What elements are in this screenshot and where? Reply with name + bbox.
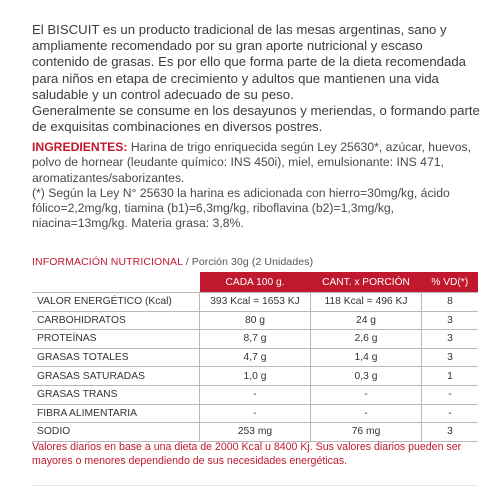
description-paragraph-2: Generalmente se consume en los desayunos y meriendas, o formando parte de exquisitas combinaciones en diversos postres. <box>32 103 480 135</box>
nutrient-name: CARBOHIDRATOS <box>32 311 200 330</box>
nutrition-table <box>32 272 478 442</box>
nutrient-name: PROTEÍNAS <box>32 330 200 349</box>
value-daily-percent: - <box>422 385 479 404</box>
value-daily-percent: 8 <box>422 293 479 312</box>
table-row <box>32 367 478 386</box>
value-daily-percent: 3 <box>422 348 479 367</box>
table-row <box>32 311 478 330</box>
value-per-portion: 76 mg <box>311 423 422 442</box>
value-daily-percent: 3 <box>422 311 479 330</box>
value-per-100g: 253 mg <box>200 423 311 442</box>
nutrition-heading <box>32 256 313 268</box>
header-daily-value: % VD(*) <box>422 272 479 293</box>
value-per-portion: 118 Kcal = 496 KJ <box>311 293 422 312</box>
table-row <box>32 423 478 442</box>
ingredients-text-block <box>32 140 482 186</box>
value-per-portion: 24 g <box>311 311 422 330</box>
value-daily-percent: 3 <box>422 423 479 442</box>
ingredients-note: (*) Según la Ley N° 25630 la harina es adicionada con hierro=30mg/kg, ácido fólico=2,2mg/kg, tiamina (b1)=6,3mg/kg, riboflavina (b2)=1,3mg/kg, niacina=13mg/kg. Materia grasa: 3,8%. <box>32 185 450 231</box>
nutrient-name: GRASAS TOTALES <box>32 348 200 367</box>
daily-values-footnote: Valores diarios en base a una dieta de 2000 Kcal u 8400 Kj. Sus valores diarios pueden ser mayores o menores dependiendo de sus necesidades energéticas. <box>32 441 462 467</box>
table-row <box>32 404 478 423</box>
value-per-100g: 80 g <box>200 311 311 330</box>
nutrient-name: SODIO <box>32 423 200 442</box>
ingredients-list: Harina de trigo enriquecida según Ley 25630*, azúcar, huevos, polvo de hornear (leudante químico: INS 450i), miel, emulsionante: INS 471, aromatizantes/saborizantes. <box>32 140 471 185</box>
value-per-portion: 1,4 g <box>311 348 422 367</box>
value-per-portion: 2,6 g <box>311 330 422 349</box>
value-per-100g: - <box>200 404 311 423</box>
nutrient-name: FIBRA ALIMENTARIA <box>32 404 200 423</box>
nutrient-name: GRASAS SATURADAS <box>32 367 200 386</box>
nutrition-title: INFORMACIÓN NUTRICIONAL <box>32 256 183 268</box>
nutrient-name: VALOR ENERGÉTICO (Kcal) <box>32 293 200 312</box>
product-description <box>32 22 482 135</box>
ingredients-title: INGREDIENTES: <box>32 140 128 154</box>
value-per-100g: 8,7 g <box>200 330 311 349</box>
value-per-100g: 4,7 g <box>200 348 311 367</box>
nutrient-name: GRASAS TRANS <box>32 385 200 404</box>
header-per-100g: CADA 100 g. <box>200 272 311 293</box>
value-per-portion: - <box>311 385 422 404</box>
description-paragraph-1: El BISCUIT es un producto tradicional de las mesas argentinas, sano y ampliamente recomendado por su gran aporte nutricional y escaso contenido de grasas. Es por ello que forma parte de la dieta recomendada para niños en etapa de crecimiento y adultos que mantienen una vida saludable y un control adecuado de su peso. <box>32 22 466 102</box>
table-row <box>32 293 478 312</box>
nutrition-portion: / Porción 30g (2 Unidades) <box>182 256 314 268</box>
value-daily-percent: 1 <box>422 367 479 386</box>
table-row <box>32 348 478 367</box>
value-per-100g: - <box>200 385 311 404</box>
value-per-100g: 1,0 g <box>200 367 311 386</box>
value-per-100g: 393 Kcal = 1653 KJ <box>200 293 311 312</box>
value-per-portion: 0,3 g <box>311 367 422 386</box>
value-daily-percent: - <box>422 404 479 423</box>
table-row <box>32 330 478 349</box>
header-blank-cell <box>32 272 200 293</box>
nutrition-header-row <box>32 272 478 293</box>
value-per-portion: - <box>311 404 422 423</box>
divider <box>32 485 478 486</box>
ingredients-section <box>32 140 482 232</box>
table-row <box>32 385 478 404</box>
header-per-portion: CANT. x PORCIÓN <box>311 272 422 293</box>
value-daily-percent: 3 <box>422 330 479 349</box>
